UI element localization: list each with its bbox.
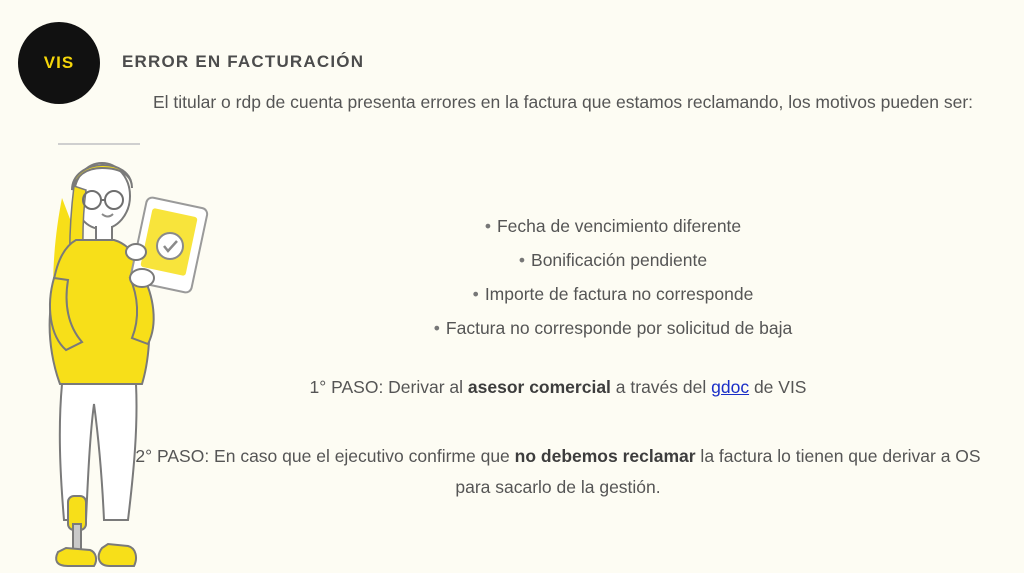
step-two-suffix: la factura lo tienen que derivar a OS para sacarlo de la gestión. — [455, 446, 981, 497]
step-two-text — [118, 441, 998, 502]
woman-holding-tablet-illustration — [10, 128, 240, 568]
list-item-label: Bonificación pendiente — [531, 249, 708, 270]
bullet-icon: • — [472, 283, 479, 304]
list-item — [208, 246, 1018, 275]
brand-logo-text: VIS — [43, 53, 75, 72]
list-item-label: Factura no corresponde por solicitud de baja — [445, 317, 793, 338]
bullet-icon: • — [433, 317, 440, 338]
intro-paragraph: El titular o rdp de cuenta presenta errores en la factura que estamos reclamando, los motivos pueden ser: — [152, 92, 974, 112]
list-item-label: Importe de factura no corresponde — [484, 283, 754, 304]
bullet-icon: • — [484, 216, 491, 236]
bullet-icon: • — [518, 249, 526, 270]
gdoc-link[interactable]: gdoc — [711, 377, 750, 397]
list-item — [208, 280, 1018, 309]
list-item — [208, 212, 1018, 241]
brand-logo-badge — [18, 22, 100, 104]
step-one-middle: a través del — [610, 377, 712, 397]
step-two-prefix: 2° PASO: En caso que el ejecutivo confirme que — [135, 446, 515, 466]
page-title: ERROR EN FACTURACIÓN — [122, 52, 365, 71]
list-item-label: Fecha de vencimiento diferente — [496, 216, 742, 236]
step-one-emphasis: asesor comercial — [467, 377, 611, 397]
step-one-suffix: de VIS — [749, 377, 807, 397]
step-one-text — [118, 372, 998, 403]
list-item — [208, 314, 1018, 343]
step-one-prefix: 1° PASO: Derivar al — [309, 377, 468, 397]
step-two-emphasis: no debemos reclamar — [514, 446, 696, 466]
reason-list — [208, 212, 1018, 348]
